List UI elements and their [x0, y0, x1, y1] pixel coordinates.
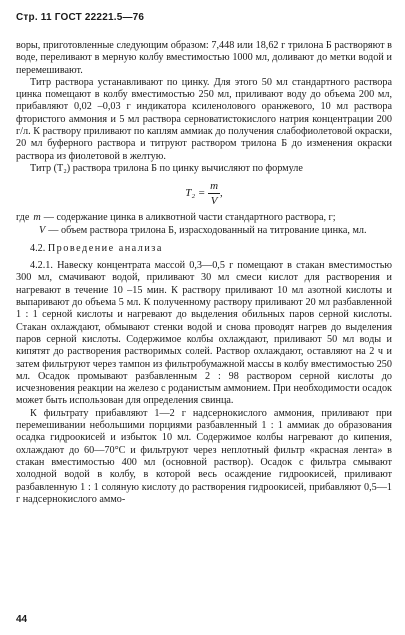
paragraph-4: 4.2.1. Навеску концентрата массой 0,3—0,5 г помещают в стакан вместимостью 300 мл, смачивают водой, приливают 30 мл смеси кислот для растворения и нагревают в течение 10 –15 мин. К раствору приливают 10 мл азотной кислоты и выпаривают до объема 5 мл. К полученному раствору приливают 20 мл разбавленной 1 : 1 серной кислоты и нагревают до выделения обильных паров серной кислоты. Стакан охлаждают, обмывают стенки водой и снова проводят нагрев до выделения паров серной кислоты. Содержимое колбы охлаждают, приливают 50 мл воды и кипятят до растворения растворимых солей. Раствор охлаждают, оставляют на 2 ч и затем фильтруют через тампон из фильтробумажной массы в колбу вместимостью 250 мл. Осадок промывают разбавленным 2 : 98 раствором серной кислоты до исчезновения реакции на железо с роданистым аммонием. При необходимости осадок может быть использован для определения свинца.: [16, 260, 392, 407]
paragraph-1: воры, приготовленные следующим образом: 7,448 или 18,62 г трилона Б растворяют в воде, переливают в мерную колбу вместимостью 1000 мл, доливают до метки водой и перемешивают.: [16, 40, 392, 76]
paragraph-2: Титр раствора устанавливают по цинку. Для этого 50 мл стандартного раствора цинка помещают в колбу вместимостью 250 мл, приливают воду до объема 200 мл, прибавляют 0,02 –0,03 г индикатора ксиленолового оранжевого, 10 мл раствора фтористого аммония и 5 мл раствора серноватистокислого натрия концентрации 200 г/л. К раствору приливают по каплям аммиак до получения слабофиолетовой окраски, 20 мл буферного раствора и титруют раствором трилона Б до изменения окраски раствора из фиолетовой в желтую.: [16, 76, 392, 162]
section-title: Проведение анализа: [47, 242, 163, 254]
formula-tail: ,: [220, 187, 223, 200]
formula-lhs: T₂ =: [185, 187, 206, 200]
paragraph-3: Титр (T₂) раствора трилона Б по цинку вычисляют по формуле: [30, 162, 303, 174]
formula-t2: [16, 179, 392, 208]
definition-text: — объем раствора трилона Б, израсходованный на титрование цинка, мл.: [48, 224, 367, 236]
definition-row: [16, 212, 392, 224]
definition-text: — содержание цинка в аликвотной части стандартного раствора, г;: [43, 212, 336, 224]
page-number: 44: [16, 614, 28, 625]
document-body: [16, 40, 392, 506]
definition-spacer: [16, 225, 39, 237]
definition-row: [16, 225, 392, 237]
formula-fraction: [208, 179, 220, 208]
definition-symbol: m: [33, 212, 41, 224]
section-heading: [16, 243, 392, 255]
section-number: 4.2.: [30, 242, 46, 254]
page-header: Стр. 11 ГОСТ 22221.5—76: [16, 12, 145, 23]
formula-denominator: V: [210, 195, 218, 208]
formula-definitions: [16, 212, 392, 237]
definition-symbol: V: [39, 224, 46, 236]
definition-prefix: где: [16, 212, 30, 224]
formula-numerator: m: [210, 180, 219, 193]
paragraph-5: К фильтрату прибавляют 1—2 г надсернокислого аммония, приливают при перемешивании небольшими порциями разбавленный 1 : 1 аммиак до образования осадка гидроокисей и избыток 10 мл. Содержимое колбы нагревают до кипения, охлаждают до 60—70°С и фильтруют через неплотный фильтр «красная лента» в стакан вместимостью 400 мл (основной раствор). Осадок с фильтра смывают холодной водой в колбу, в которой весь осаждение гидроокисей, приливают разбавленную 1 : 1 соляную кислоту до растворения гидроокисей, прибавляют 0,5—1 г надсернокислого аммо-: [16, 407, 392, 505]
